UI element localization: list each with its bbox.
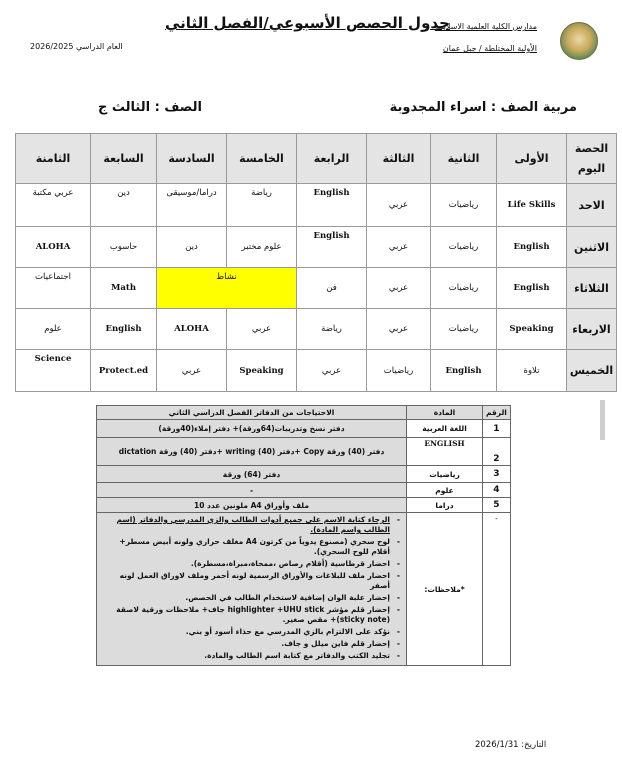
period-header: السادسة bbox=[157, 134, 227, 184]
day-cell: الاحد bbox=[567, 184, 617, 227]
requirements-row bbox=[97, 438, 511, 466]
weekly-schedule-table bbox=[15, 133, 617, 392]
day-cell: الاثنين bbox=[567, 227, 617, 268]
academic-year: العام الدراسي 2026/2025 bbox=[30, 42, 123, 51]
lesson-cell: علوم مختبر bbox=[227, 227, 297, 268]
lesson-cell: علوم bbox=[16, 309, 91, 350]
lesson-cell: عربي bbox=[367, 184, 431, 227]
row-subject: رياضيات bbox=[407, 466, 483, 483]
lesson-cell: رياضيات bbox=[431, 309, 497, 350]
requirements-row bbox=[97, 466, 511, 483]
date-label: التاريخ: bbox=[521, 740, 547, 750]
requirements-row bbox=[97, 420, 511, 438]
lesson-cell: عربي bbox=[367, 227, 431, 268]
class-teacher: مربية الصف : اسراء المجدوبة bbox=[389, 100, 577, 115]
row-subject: علوم bbox=[407, 483, 483, 498]
col-subject-header: المادة bbox=[407, 406, 483, 420]
lesson-cell: دراما/موسيقى bbox=[157, 184, 227, 227]
period-header: الخامسة bbox=[227, 134, 297, 184]
corner-cell bbox=[567, 134, 617, 184]
lesson-cell: English bbox=[297, 184, 367, 227]
lesson-cell: رياضيات bbox=[431, 268, 497, 309]
lesson-cell: English bbox=[431, 350, 497, 392]
note-item: - احضار ملف للبلاغات والأوراق الرسمية لونه أحمر وملف لاوراق العمل لونه أصفر bbox=[101, 571, 390, 591]
document-date bbox=[475, 740, 546, 750]
school-crest-icon bbox=[560, 22, 598, 60]
schedule-row-tuesday bbox=[16, 268, 617, 309]
requirements-row bbox=[97, 483, 511, 498]
row-number: 2 bbox=[483, 438, 511, 466]
lesson-cell: دين bbox=[157, 227, 227, 268]
lesson-cell: رياضيات bbox=[431, 227, 497, 268]
day-cell: الاربعاء bbox=[567, 309, 617, 350]
period-header: الأولى bbox=[497, 134, 567, 184]
lesson-cell: رياضة bbox=[297, 309, 367, 350]
lesson-cell: English bbox=[497, 227, 567, 268]
row-number: 1 bbox=[483, 420, 511, 438]
note-item: - إحضار علبة الوان إضافية لاستخدام الطالب في الحصص. bbox=[101, 593, 390, 603]
lesson-cell: اجتماعيات bbox=[16, 268, 91, 309]
note-item: - الرجاء كتابة الاسم على جميع أدوات الطالب والزي المدرسي والدفاتر (اسم الطالب واسم المادة). bbox=[101, 515, 390, 535]
notes-cell bbox=[97, 513, 407, 666]
schedule-row-wednesday bbox=[16, 309, 617, 350]
col-number-header: الرقم bbox=[483, 406, 511, 420]
lesson-cell: English bbox=[497, 268, 567, 309]
lesson-cell: عربي bbox=[367, 309, 431, 350]
lesson-cell: عربي bbox=[367, 268, 431, 309]
notes-label: *ملاحظات: bbox=[407, 513, 483, 666]
lesson-cell: Speaking bbox=[497, 309, 567, 350]
row-number: 5 bbox=[483, 498, 511, 513]
notes-row bbox=[97, 513, 511, 666]
note-item: - لوح سحري (مصنوع يدوياً من كرتون A4 مغلف حراري ولونه أبيض مسطر+ أقلام للوح السحري). bbox=[101, 537, 390, 557]
period-header: الثالثة bbox=[367, 134, 431, 184]
date-value: 2026/1/31 bbox=[475, 740, 519, 750]
lesson-cell: رياضة bbox=[227, 184, 297, 227]
class-grade: الصف : الثالث ج bbox=[98, 100, 202, 115]
lesson-cell: English bbox=[297, 227, 367, 268]
requirements-table bbox=[96, 405, 511, 666]
row-subject: اللغة العربية bbox=[407, 420, 483, 438]
lesson-cell: Speaking bbox=[227, 350, 297, 392]
lesson-cell: عربي مكتبة bbox=[16, 184, 91, 227]
period-header: الثامنة bbox=[16, 134, 91, 184]
note-item: - تجليد الكتب والدفاتر مع كتابة اسم الطالب والمادة. bbox=[101, 651, 390, 661]
day-cell: الخميس bbox=[567, 350, 617, 392]
row-items: دفتر (64) ورقة bbox=[97, 466, 407, 483]
lesson-cell: Science bbox=[16, 350, 91, 392]
corner-period-label: الحصة bbox=[574, 141, 609, 155]
corner-day-label: اليوم bbox=[577, 161, 606, 175]
note-item: - إحضار قلم فاين ميلل و جاف. bbox=[101, 639, 390, 649]
school-branch: الأولية المختلطة / جبل عمان bbox=[442, 44, 537, 53]
schedule-row-sunday bbox=[16, 184, 617, 227]
lesson-cell: حاسوب bbox=[91, 227, 157, 268]
lesson-cell: ALOHA bbox=[157, 309, 227, 350]
note-item: - إحضار قلم مؤشر highlighter +UHU stick جاف+ ملاحظات ورقية لاصقة (sticky note)+ مقص صغير. bbox=[101, 605, 390, 625]
row-items: - bbox=[97, 483, 407, 498]
day-cell: الثلاثاء bbox=[567, 268, 617, 309]
requirements-row bbox=[97, 498, 511, 513]
requirements-header-row bbox=[97, 406, 511, 420]
lesson-cell: رياضيات bbox=[367, 350, 431, 392]
row-number: 3 bbox=[483, 466, 511, 483]
row-items: دفتر (40) ورقة Copy +دفتر (40) writing +دفتر (40) ورقة dictation bbox=[97, 438, 407, 466]
lesson-cell: ALOHA bbox=[16, 227, 91, 268]
row-items: دفتر نسخ وتدريبات(64ورقة)+ دفتر إملاء(40ورقة) bbox=[97, 420, 407, 438]
schedule-row-monday bbox=[16, 227, 617, 268]
scrollbar-thumb[interactable] bbox=[600, 400, 605, 440]
lesson-cell: عربي bbox=[157, 350, 227, 392]
lesson-cell: عربي bbox=[227, 309, 297, 350]
lesson-cell: فن bbox=[297, 268, 367, 309]
row-subject: ENGLISH bbox=[407, 438, 483, 466]
lesson-cell: English bbox=[91, 309, 157, 350]
lesson-cell: Life Skills bbox=[497, 184, 567, 227]
lesson-cell: تلاوة bbox=[497, 350, 567, 392]
school-name: مدارس الكلية العلمية الاسلامية bbox=[434, 22, 537, 31]
row-number: 4 bbox=[483, 483, 511, 498]
notes-list bbox=[101, 515, 402, 661]
note-item: - احضار قرطاسية (أقلام رصاص ،ممحاة،مبراة،مسطرة). bbox=[101, 559, 390, 569]
lesson-cell: عربي bbox=[297, 350, 367, 392]
col-items-header: الاحتياجات من الدفاتر الفصل الدراسي الثاني bbox=[97, 406, 407, 420]
row-subject: دراما bbox=[407, 498, 483, 513]
lesson-cell: Protect.ed bbox=[91, 350, 157, 392]
note-item: - نؤكد على الالتزام بالزي المدرسي مع حذاء أسود أو بني. bbox=[101, 627, 390, 637]
notes-dash: - bbox=[483, 513, 511, 666]
period-header: الثانية bbox=[431, 134, 497, 184]
lesson-cell: Math bbox=[91, 268, 157, 309]
lesson-cell: دين bbox=[91, 184, 157, 227]
schedule-header-row bbox=[16, 134, 617, 184]
activity-cell: نشاط bbox=[157, 268, 297, 309]
period-header: الرابعة bbox=[297, 134, 367, 184]
row-items: ملف وأوراق A4 ملونين عدد 10 bbox=[97, 498, 407, 513]
lesson-cell: رياضيات bbox=[431, 184, 497, 227]
period-header: السابعة bbox=[91, 134, 157, 184]
page-title: جدول الحصص الأسبوعي/الفصل الثاني bbox=[165, 14, 450, 32]
schedule-row-thursday bbox=[16, 350, 617, 392]
